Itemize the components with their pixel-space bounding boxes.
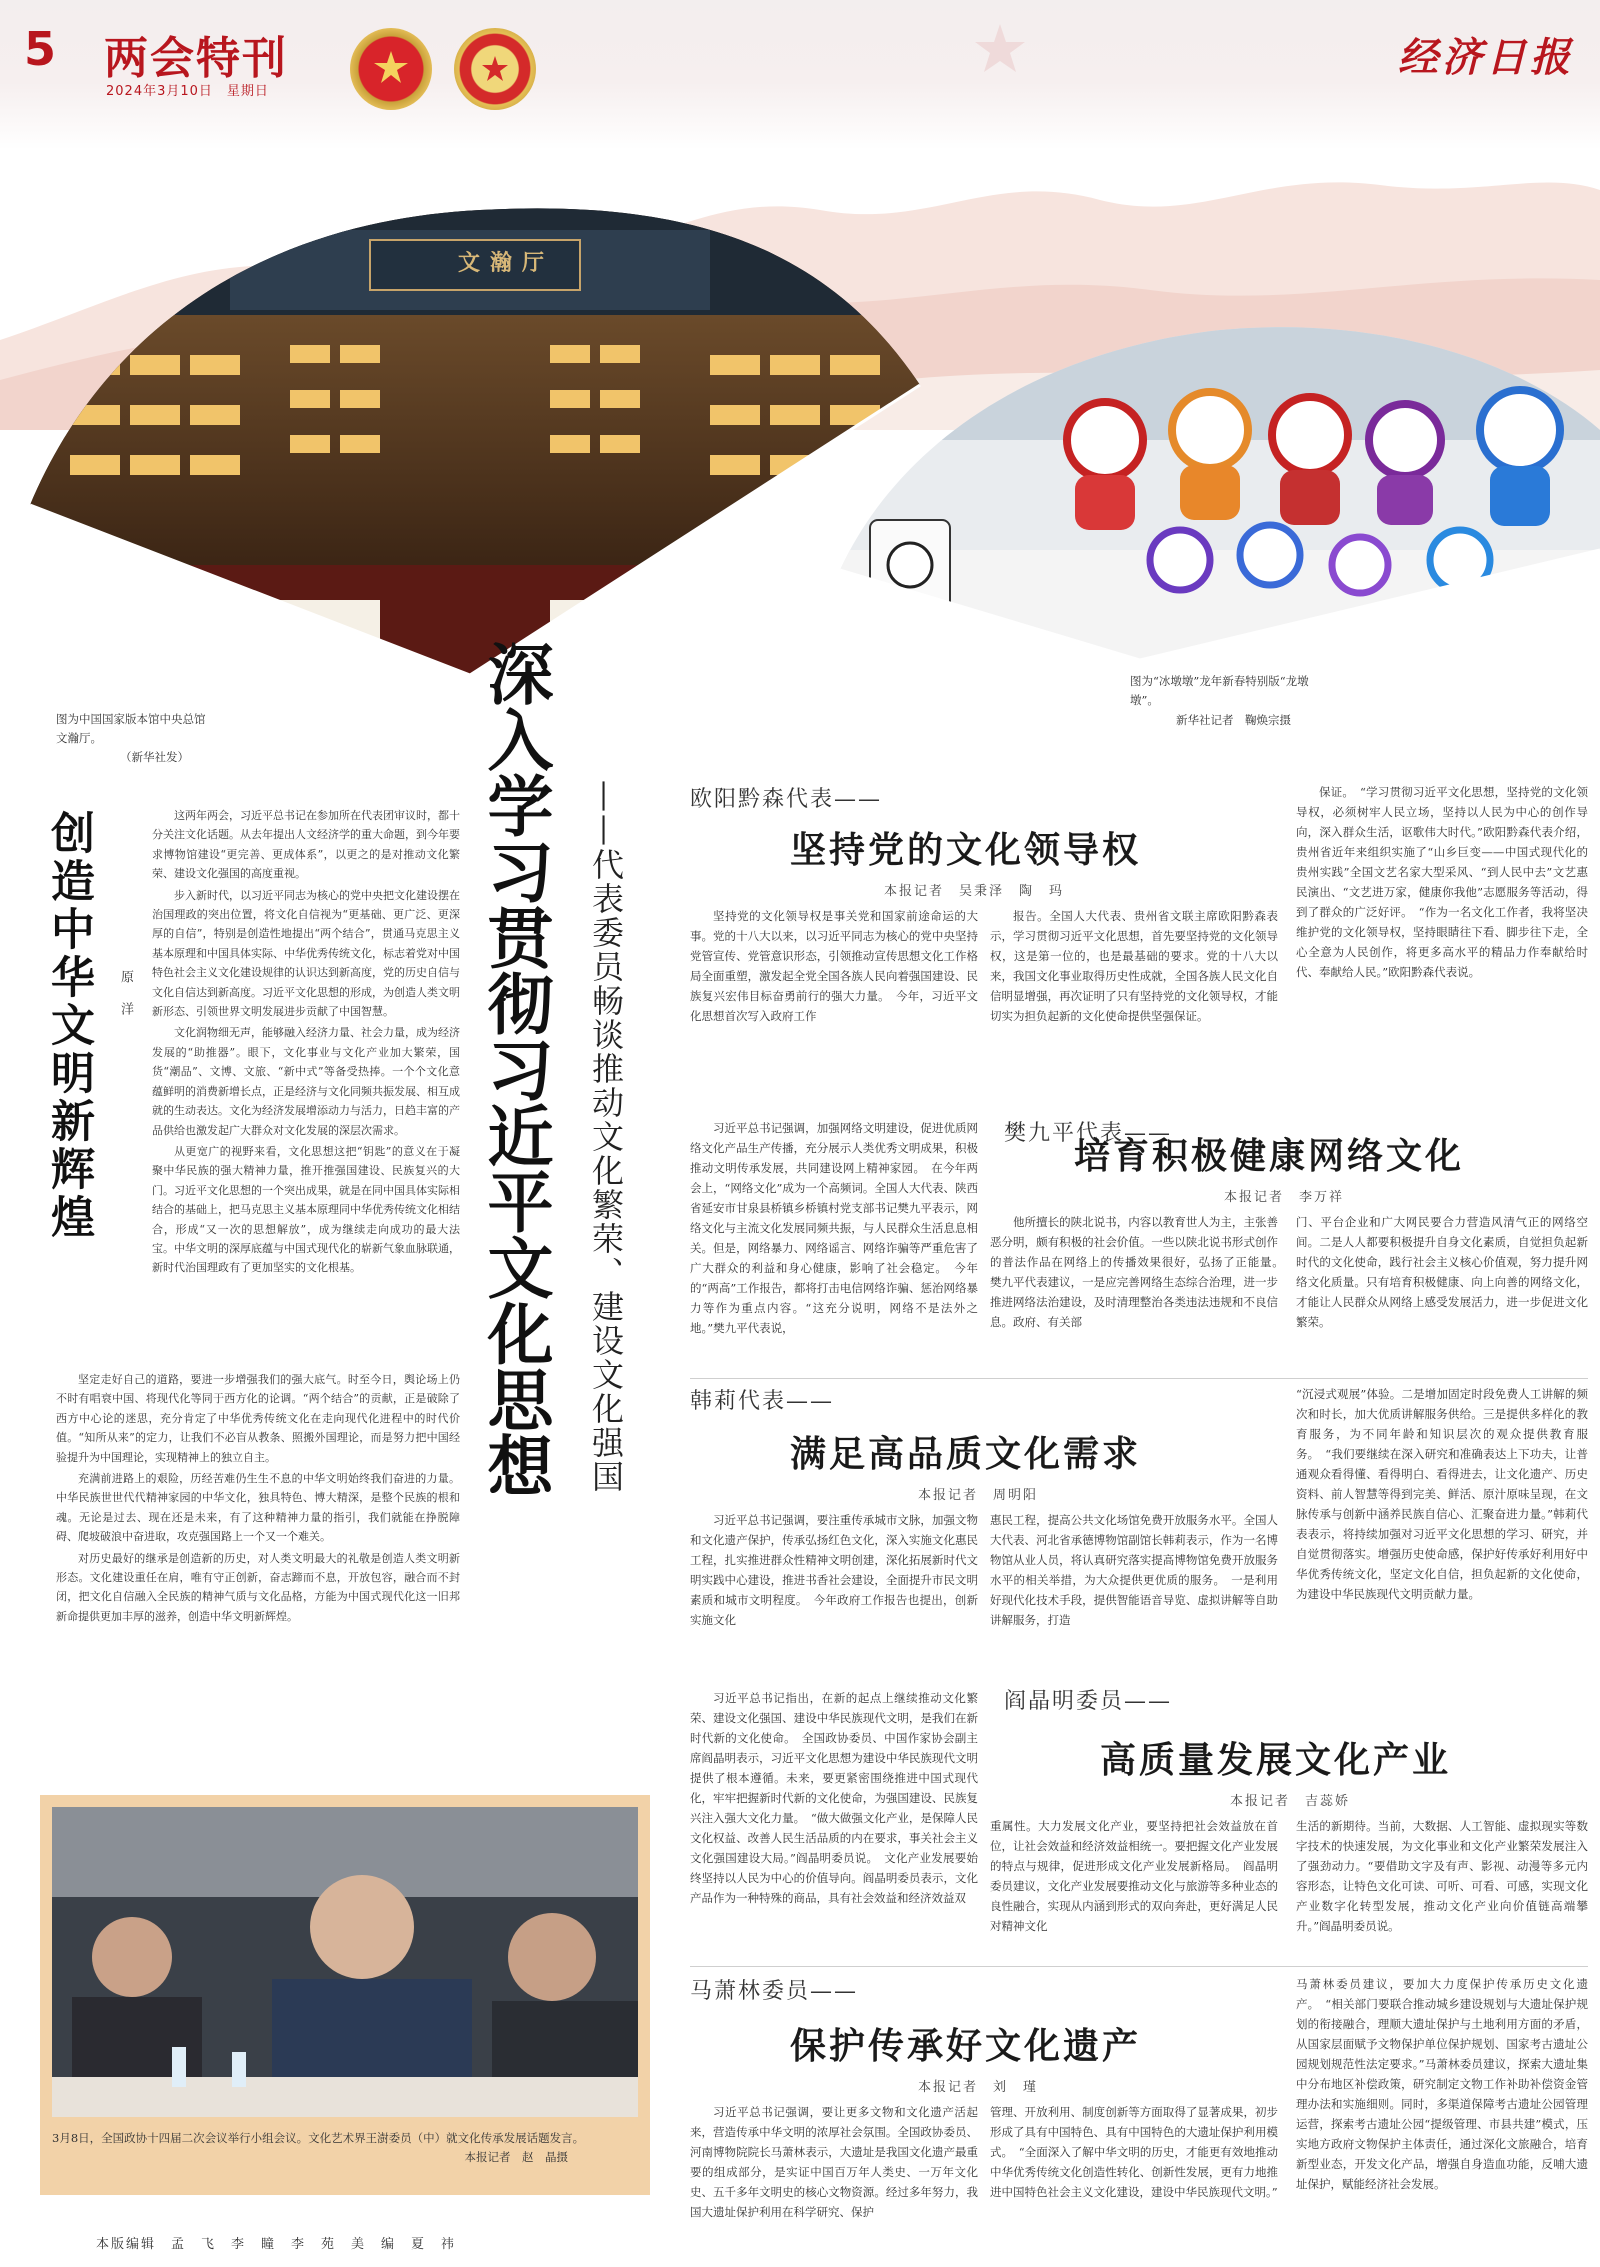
article-1-title: 坚持党的文化领导权 [790,829,1142,871]
article-2-col-1: 习近平总书记强调，加强网络文明建设，促进优质网络文化产品生产传播，充分展示人类优秀文明成果，积极推动文明传承发展，共同建设网上精神家园。 在今年两会上，“网络文化”成为一个高频词。全国人大代表、陕西省延安市甘泉县桥镇乡桥镇村党支部书记樊九平表示，网络文化与主流文化发展同频共振，与人民群众生活息息相关。但是，网络暴力、网络谣言、网络诈骗等严重危害了广大群众的利益和身心健康，影响了社会稳定。 今年的“两高”工作报告，都将打击电信网络诈骗、惩治网络暴力等作为重点内容。“这充分说明，网络不是法外之地。”樊九平代表说， [690,1121,978,1335]
editorial-paragraph: 步入新时代，以习近平同志为核心的党中央把文化建设摆在治国理政的突出位置，将文化自信视为“更基础、更广泛、更深厚的自信”，特别是创造性地提出“两个结合”，贯通马克思主义基本原理和中国具体实际、中华优秀传统文化，标志着党对中国特色社会主义文化建设规律的认识达到新高度，党的历史自信与文化自信达到新高度。习近平文化思想的形成，为创造人类文明新形态、引领世界文明发展进步贡献了中国智慧。 [152,888,460,1019]
library-plaque: 文瀚厅 [457,250,554,276]
bingdwendwen-photo [840,320,1600,660]
editorial-paragraph: 充满前进路上的艰险，历经苦难仍生生不息的中华文明始终我们奋进的力量。中华民族世世代代精神家园的中华文化，独具特色、博大精深，是整个民族的根和魂。无论是过去、现在还是未来，有了这种精神力量的指引，我们就能在挣脱障碍、爬坡破浪中奋进取，攻克强国路上一个又一个难关。 [56,1472,460,1544]
article-4-byline: 本报记者 吉蕊娇 [1230,1794,1351,1809]
bingdwendwen-credit: 新华社记者 鞠焕宗摄 [1176,713,1291,727]
article-3-col-3: “沉浸式观展”体验。二是增加固定时段免费人工讲解的频次和时长，加大优质讲解服务供给。三是提供多样化的教育服务，为不同年龄和知识层次的观众提供教育服务。 “我们要继续在深入研究和准确表达上下功夫，让普通观众看得懂、看得明白、看得进去，让文化遗产、历史资料、前人智慧等得到完美、鲜活、原汁原味呈现，在文脉传承与创新中涵养民族自信心、汇聚奋进力量。”韩莉代表表示，将持续加强对习近平文化思想的学习、研究，并自觉贯彻落实。增强历史使命感，保护好传承好利用好中华优秀传统文化，坚定文化自信，担负起新的文化使命，为建设中华民族现代文明贡献力量。 [1296,1387,1588,1601]
meeting-photo [52,1807,638,2117]
page-number: 5 [24,22,57,76]
article-5-col-2: 管理、开放利用、制度创新等方面取得了显著成果，初步形成了具有中国特色、具有中国特色的大遗址保护利用模式。 “全面深入了解中华文明的历史，才能更有效地推动中华优秀传统文化创造性转化、创新性发展，更有力地推进中国特色社会主义文化建设，建设中华民族现代文明。” [990,2105,1278,2199]
bingdwendwen-caption: 图为“冰墩墩”龙年新春特别版“龙墩墩”。 [1130,674,1309,707]
meeting-caption: 3月8日，全国政协十四届二次会议举行小组会议。文化艺术界王澍委员（中）就文化传承发展话题发言。 [52,2131,585,2145]
article-5-speaker: 马萧林委员—— [690,1979,859,2004]
article-3-col-2: 惠民工程，提高公共文化场馆免费开放服务水平。全国人大代表、河北省承德博物馆副馆长韩莉表示，作为一名博物馆从业人员，将认真研究落实提高博物馆免费开放服务水平的相关举措，为大众提供更优质的服务。 一是利用好现代化技术手段，提供智能语音导览、虚拟讲解等自助讲解服务，打造 [990,1513,1278,1627]
editorial-title: 创造中华文明新辉煌 [43,810,94,1242]
editorial-body-lower [56,1370,460,1780]
main-subheadline: ——代表委员畅谈推动文化繁荣、建设文化强国 [587,780,625,1494]
library-credit: （新华社发） [120,750,189,764]
article-1-speaker: 欧阳黔森代表—— [690,787,883,812]
article-3-speaker: 韩莉代表—— [690,1389,835,1414]
article-1-col-2: 报告。全国人大代表、贵州省文联主席欧阳黔森表示，学习贯彻习近平文化思想，首先要坚持党的文化领导权，这是第一位的，也是最基础的要求。党的十八大以来，我国文化事业取得历史性成就，全国各族人民文化自信明显增强，再次证明了只有坚持党的文化领导权，才能切实为担负起新的文化使命提供坚强保证。 [990,909,1278,1023]
article-4-speaker: 阎晶明委员—— [1004,1689,1173,1714]
meeting-photo-frame [40,1795,650,2195]
editorial-body-upper [152,806,460,1366]
star-watermark-icon [970,20,1030,80]
issue-date: 2024年3月10日 星期日 [106,84,269,99]
article-5-col-1: 习近平总书记强调，要让更多文物和文化遗产活起来，营造传承中华文明的浓厚社会氛围。全国政协委员、河南博物院院长马萧林表示，大遗址是我国文化遗产最重要的组成部分，是实证中国百万年人类史、一万年文化史、五千多年文明史的核心文物资源。经过多年努力，我国大遗址保护利用在科学研究、保护 [690,2105,978,2219]
article-1-col-3: 保证。 “学习贯彻习近平文化思想，坚持党的文化领导权，必须树牢人民立场，坚持以人民为中心的创作导向，深入群众生活，讴歌伟大时代。”欧阳黔森代表介绍，贵州省近年来组织实施了“山乡巨变——中国式现代化的贵州实践”全国文艺名家大型采风、“到人民中去”文艺惠民演出、“文艺进万家，健康你我他”志愿服务等活动，得到了群众的广泛好评。 “作为一名文化工作者，我将坚决维护党的文化领导权，坚持眼睛往下看、脚步往下走，全心全意为人民创作，将更多高水平的精品力作奉献给时代、奉献给人民。”欧阳黔森代表说。 [1296,785,1588,979]
main-headline: 深入学习贯彻习近平文化思想 [476,640,554,1498]
article-3-title: 满足高品质文化需求 [790,1433,1142,1475]
editorial-paragraph: 坚定走好自己的道路，要进一步增强我们的强大底气。时至今日，舆论场上仍不时有唱衰中国、将现代化等同于西方化的论调。“两个结合”的贡献，正是破除了西方中心论的迷思，充分肯定了中华优秀传统文化在走向现代化进程中的时代价值。“知所从来”的定力，让我们不必盲从教条、照搬外国理论，而是努力把中国经验提升为中国理论，实现精神上的独立自主。 [56,1373,460,1464]
article-5-byline: 本报记者 刘 瑾 [918,2080,1039,2095]
article-4-title: 高质量发展文化产业 [1100,1739,1452,1781]
page-header [0,0,1600,150]
article-2-col-3: 门、平台企业和广大网民要合力营造风清气正的网络空间。二是人人都要积极提升自身文化素质，自觉担负起新时代的文化使命，践行社会主义核心价值观，努力提升网络文化质量。只有培育积极健康、向上向善的网络文化，才能让人民群众从网络上感受发展活力，进一步促进文化繁荣。 [1296,1215,1588,1329]
article-4-col-3: 生活的新期待。当前，大数据、人工智能、虚拟现实等数字技术的快速发展，为文化事业和文化产业繁荣发展注入了强劲动力。“要借助文字及有声、影视、动漫等多元内容形态，让特色文化可读、可听、可看、可感，实现文化产业数字化转型发展，推动文化产业向价值链高端攀升。”阎晶明委员说。 [1296,1819,1588,1933]
article-2-speaker: 樊九平代表—— [1004,1121,1173,1146]
article-4-col-1: 习近平总书记指出，在新的起点上继续推动文化繁荣、建设文化强国、建设中华民族现代文明，是我们在新时代新的文化使命。 全国政协委员、中国作家协会副主席阎晶明表示，习近平文化思想为建设中华民族现代文明提供了根本遵循。未来，要更紧密围绕推进中国式现代化，牢牢把握新时代新的文化使命，为强国建设、民族复兴注入强大文化力量。 “做大做强文化产业，是保障人民文化权益、改善人民生活品质的内在要求，事关社会主义文化强国建设大局。”阎晶明委员说。 文化产业发展要始终坚持以人民为中心的价值导向。阎晶明委员表示，文化产品作为一种特殊的商品，具有社会效益和经济效益双 [690,1691,978,1905]
article-3-col-1: 习近平总书记强调，要注重传承城市文脉，加强文物和文化遗产保护，传承弘扬红色文化，深入实施文化惠民工程，扎实推进群众性精神文明创建，深化拓展新时代文明实践中心建设，推进书香社会建设，全面提升市民文明素质和城市文明程度。 今年政府工作报告也提出，创新实施文化 [690,1513,978,1627]
editorial-paragraph: 对历史最好的继承是创造新的历史，对人类文明最大的礼敬是创造人类文明新形态。文化建设重任在肩，唯有守正创新，奋志蹄而不息，开放包容，融合而不封闭，把文化自信融入全民族的精神气质与文化品格，方能为中国式现代化这一旧邦新命提供更加丰厚的滋养，创造中华文明新辉煌。 [56,1551,460,1623]
editorial-paragraph: 文化润物细无声，能够融入经济力量、社会力量，成为经济发展的“助推器”。眼下，文化事业与文化产业加大繁荣，国货“潮品”、文博、文旅、“新中式”等备受热捧。一个个文化意蕴鲜明的消费新增长点，正是经济与文化同频共振发展、相互成就的生动表达。文化为经济发展增添动力与活力，日趋丰富的产品供给也激发起广大群众对文化发展的深层次需求。 [152,1026,460,1137]
article-5-title: 保护传承好文化遗产 [790,2025,1142,2067]
article-2-byline: 本报记者 李万祥 [1224,1190,1345,1205]
footer-editors: 本版编辑 孟 飞 李 瞳 李 苑 美 编 夏 祎 [96,2237,457,2252]
editorial-paragraph: 这两年两会，习近平总书记在参加所在代表团审议时，都十分关注文化话题。从去年提出人文经济学的重大命题，到今年要求博物馆建设“更完善、更成体系”，以更之的是对推动文化繁荣、建设文化强国的高度重视。 [152,809,460,881]
library-photo [30,205,930,705]
library-caption [56,710,206,748]
article-1-col-1: 坚持党的文化领导权是事关党和国家前途命运的大事。党的十八大以来，以习近平同志为核心的党中央坚持党管宣传、党管意识形态，引领推动宣传思想文化工作格局全面重塑，激发起全党全国各族人民向着强国建设、民族复兴宏伟目标奋勇前行的强大力量。 今年，习近平文化思想首次写入政府工作 [690,909,978,1023]
meeting-credit: 本报记者 赵 晶摄 [464,2150,568,2164]
library-caption-text: 图为中国国家版本馆中央总馆文瀚厅。 [56,712,206,745]
article-4-col-2: 重属性。大力发展文化产业，要坚持把社会效益放在首位，让社会效益和经济效益相统一。要把握文化产业发展的特点与规律，促进形成文化产业发展新格局。 阎晶明委员建议，文化产业发展要推动文化与旅游等多种业态的良性融合，实现从内涵到形式的双向奔赴，更好满足人民对精神文化 [990,1819,1278,1933]
national-emblem-icon [350,28,432,110]
cppcc-emblem-icon [454,28,536,110]
article-3-byline: 本报记者 周明阳 [918,1488,1039,1503]
masthead-logo: 经济日报 [1398,34,1574,81]
editorial-author: 原 洋 [118,970,133,1018]
divider [690,1378,1588,1379]
article-2-title: 培育积极健康网络文化 [1074,1135,1465,1177]
article-5-col-3: 马萧林委员建议，要加大力度保护传承历史文化遗产。 “相关部门要联合推动城乡建设规划与大遗址保护规划的衔接融合，理顺大遗址保护与土地利用方面的矛盾，从国家层面赋予文物保护单位保护规划、国家考古遗址公园规划规范性法定要求。”马萧林委员建议，探索大遗址集中分布地区补偿政策，研究制定文物工作补助补偿资金管理办法和实施细则。同时，多渠道保障考古遗址公园管理运营，探索考古遗址公园“提级管理、市县共建”模式，压实地方政府文物保护主体责任，通过深化文旅融合，培育新型业态，开发文化产品，增强自身造血功能，反哺大遗址保护，赋能经济社会发展。 [1296,1977,1588,2191]
editorial-paragraph: 从更宽广的视野来看，文化思想这把“钥匙”的意义在于凝聚中华民族的强大精神力量，推开推强国建设、民族复兴的大门。习近平文化思想的一个突出成果，就是在同中国具体实际相结合的基础上，把马克思主义基本原理同中华优秀传统文化相结合，形成“又一次的思想解放”，成为继续走向成功的最大法宝。中华文明的深厚底蕴与中国式现代化的崭新气象血脉联通，新时代治国理政有了更加坚实的文化根基。 [152,1144,460,1275]
section-title: 两会特刊 [104,33,288,84]
article-1-byline: 本报记者 吴秉泽 陶 玛 [884,884,1065,899]
article-2-col-2: 他所擅长的陕北说书，内容以教育世人为主，主张善恶分明，颇有积极的社会价值。一些以陕北说书形式创作的普法作品在网络上的传播效果很好，弘扬了正能量。 樊九平代表建议，一是应完善网络生态综合治理，进一步推进网络法治建设，及时清理整治各类违法违规和不良信息。政府、有关部 [990,1215,1290,1329]
divider [690,1966,1588,1967]
